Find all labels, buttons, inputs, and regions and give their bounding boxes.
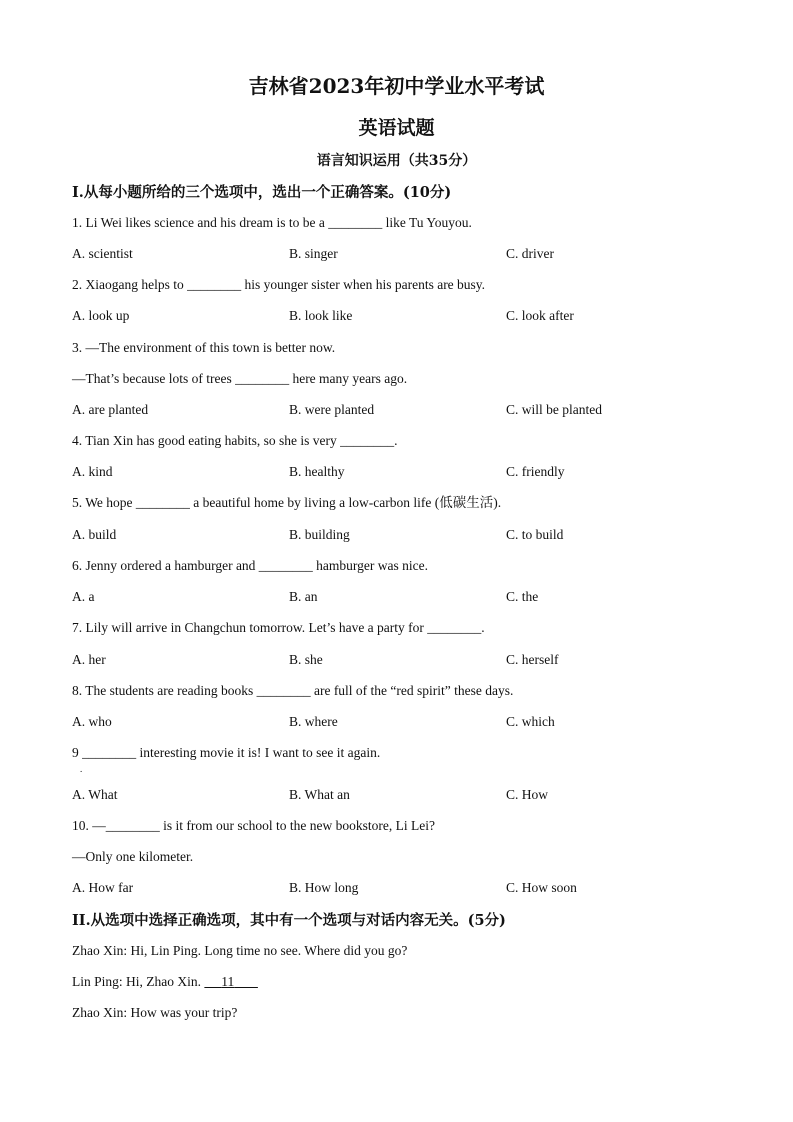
- question-5: 5. We hope ________ a beautiful home by living a low-carbon life (低碳生活).: [72, 495, 502, 510]
- question-2: 2. Xiaogang helps to ________ his younger sister when his parents are busy.: [72, 277, 486, 292]
- question-10-line-2: —Only one kilometer.: [72, 849, 194, 864]
- q3-option-c: C. will be planted: [506, 402, 602, 417]
- question-8: 8. The students are reading books ________ are full of the “red spirit” these days.: [72, 683, 514, 698]
- q8-option-b: B. where: [289, 714, 338, 729]
- q2-option-b: B. look like: [289, 308, 353, 323]
- q3-option-a: A. are planted: [72, 402, 149, 417]
- question-7: 7. Lily will arrive in Changchun tomorrow. Let’s have a party for ________.: [72, 620, 485, 635]
- q6-option-c: C. the: [506, 589, 539, 604]
- q8-option-c: C. which: [506, 714, 555, 729]
- blank-number: 11: [221, 974, 235, 989]
- q7-option-a: A. her: [72, 652, 106, 667]
- dialogue-line-2-text: Lin Ping: Hi, Zhao Xin.: [72, 974, 201, 989]
- q6-option-b: B. an: [289, 589, 318, 604]
- dialogue-line-3: Zhao Xin: How was your trip?: [72, 1005, 238, 1020]
- q9-option-b: B. What an: [289, 787, 350, 802]
- exam-title: 吉林省2023年初中学业水平考试: [248, 74, 545, 98]
- question-6: 6. Jenny ordered a hamburger and ________ hamburger was nice.: [72, 558, 429, 573]
- answer-blank-11: [204, 974, 258, 989]
- q1-option-b: B. singer: [289, 246, 338, 261]
- q4-option-c: C. friendly: [506, 464, 565, 479]
- question-9: 9 ________ interesting movie it is! I want to see it again.: [72, 745, 381, 760]
- section-2-heading: II.从选项中选择正确选项，其中有一个选项与对话内容无关。(5分): [72, 912, 506, 929]
- q4-option-a: A. kind: [72, 464, 113, 479]
- q6-option-a: A. a: [72, 589, 95, 604]
- q10-option-a: A. How far: [72, 880, 134, 895]
- q8-option-a: A. who: [72, 714, 112, 729]
- dialogue-line-2: [72, 973, 258, 991]
- q7-option-c: C. herself: [506, 652, 559, 667]
- q2-option-a: A. look up: [72, 308, 130, 323]
- question-10-line-1: 10. —________ is it from our school to the new bookstore, Li Lei?: [72, 818, 435, 833]
- question-1: 1. Li Wei likes science and his dream is to be a ________ like Tu Youyou.: [72, 215, 472, 230]
- q9-option-c: C. How: [506, 787, 549, 802]
- question-3-line-2: —That’s because lots of trees ________ here many years ago.: [72, 371, 408, 386]
- q9-option-a: A. What: [72, 787, 118, 802]
- part-heading: 语言知识运用（共35分）: [316, 153, 477, 169]
- dialogue-line-1: Zhao Xin: Hi, Lin Ping. Long time no see. Where did you go?: [72, 943, 408, 958]
- q7-option-b: B. she: [289, 652, 323, 667]
- q3-option-b: B. were planted: [289, 402, 375, 417]
- stray-dot: .: [80, 764, 83, 774]
- q10-option-c: C. How soon: [506, 880, 577, 895]
- q2-option-c: C. look after: [506, 308, 574, 323]
- question-4: 4. Tian Xin has good eating habits, so she is very ________.: [72, 433, 398, 448]
- q5-option-c: C. to build: [506, 527, 564, 542]
- section-1-heading: I.从每小题所给的三个选项中，选出一个正确答案。(10分): [72, 184, 452, 201]
- q5-option-b: B. building: [289, 527, 350, 542]
- question-3-line-1: 3. —The environment of this town is better now.: [72, 340, 336, 355]
- q5-option-a: A. build: [72, 527, 117, 542]
- exam-subject: 英语试题: [358, 117, 435, 139]
- q1-option-a: A. scientist: [72, 246, 133, 261]
- q1-option-c: C. driver: [506, 246, 554, 261]
- q4-option-b: B. healthy: [289, 464, 345, 479]
- q10-option-b: B. How long: [289, 880, 359, 895]
